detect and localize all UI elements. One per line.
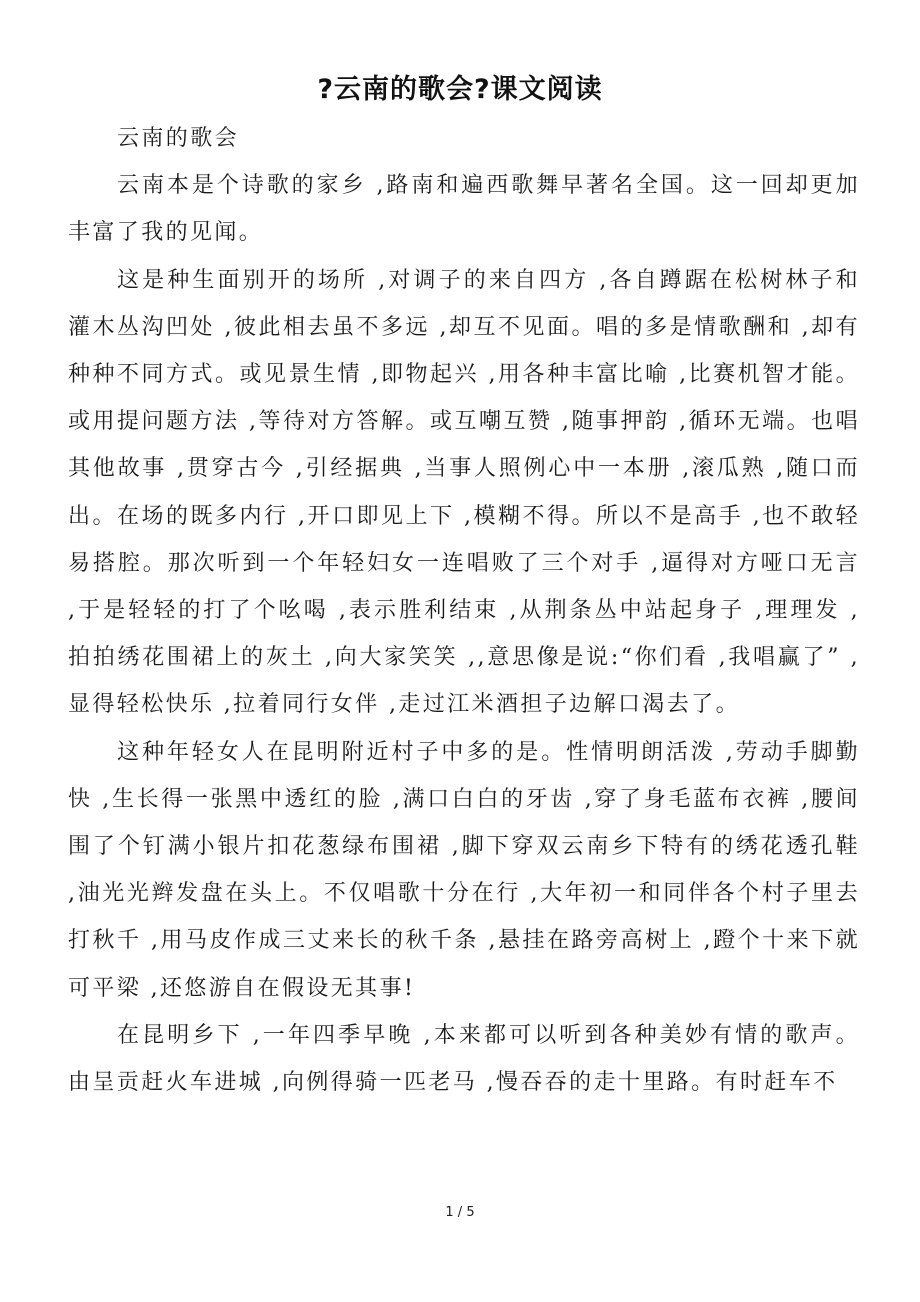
paragraph: 云南本是个诗歌的家乡 ,路南和遍西歌舞早著名全国。这一回却更加丰富了我的见闻。 xyxy=(68,173,860,246)
paragraph: 这是种生面别开的场所 ,对调子的来自四方 ,各自蹲踞在松树林子和灌木丛沟凹处 ,彼此相去虽不多远 ,却互不见面。唱的多是情歌酬和 ,却有种种不同方式。或见景生情 ,即物起兴 ,用各种丰富比喻 ,比赛机智才能。或用提问题方法 ,等待对方答解。或互嘲互赞 ,随事押韵 ,循环无端。也唱其他故事 ,贯穿古今 ,引经据典 ,当事人照例心中一本册 ,滚瓜熟 ,随口而出。在场的既多内行 ,开口即见上下 ,模糊不得。所以不是高手 ,也不敢轻易搭腔。那次听到一个年轻妇女一连唱败了三个对手 ,逼得对方哑口无言 ,于是轻轻的打了个吆喝 ,表示胜利结束 ,从荆条丛中站起身子 ,理理发 ,拍拍绣花围裙上的灰土 ,向大家笑笑 ,,意思像是说:“你们看 ,我唱赢了” ,显得轻松快乐 ,拉着同行女伴 ,走过江米酒担子边解口渴去了。 xyxy=(68,267,860,718)
paragraph: 在昆明乡下 ,一年四季早晚 ,本来都可以听到各种美妙有情的歌声。由呈贡赶火车进城 ,向例得骑一匹老马 ,慢吞吞的走十里路。有时赶车不 xyxy=(68,1022,860,1096)
page-title: ?云南的歌会?课文阅读 xyxy=(317,74,603,105)
page-number: 1 / 5 xyxy=(445,1205,475,1220)
paragraph: 这种年轻女人在昆明附近村子中多的是。性情明朗活泼 ,劳动手脚勤快 ,生长得一张黑中透红的脸 ,满口白白的牙齿 ,穿了身毛蓝布衣裤 ,腰间围了个钉满小银片扣花葱绿布围裙 ,脚下穿双云南乡下特有的绣花透孔鞋 ,油光光辫发盘在头上。不仅唱歌十分在行 ,大年初一和同伴各个村子里去打秋千 ,用马皮作成三丈来长的秋千条 ,悬挂在路旁高树上 ,蹬个十来下就可平梁 ,还悠游自在假设无其事! xyxy=(68,739,860,1001)
document-body xyxy=(68,115,860,1106)
paragraph-subtitle: 云南的歌会 xyxy=(117,126,240,151)
